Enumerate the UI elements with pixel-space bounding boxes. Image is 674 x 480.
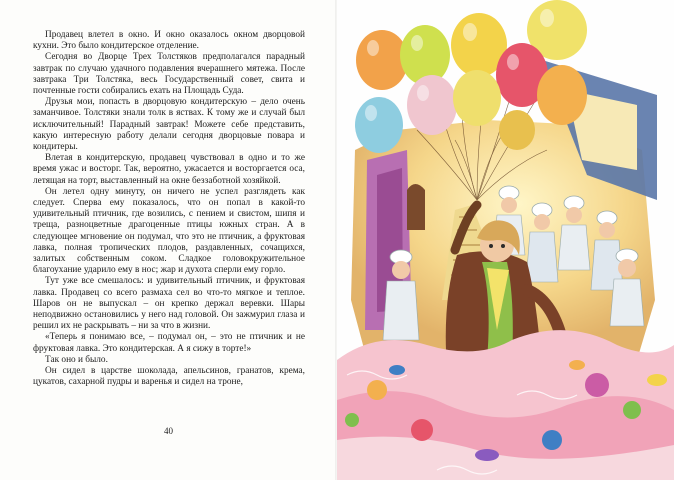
paragraph-2: Сегодня во Дворце Трех Толстяков предполагался парадный завтрак по случаю удачного подавления вчерашнего мятежа. После завтрака Три Толстяка, весь Государственный совет, свита и почтенные гости собирались ехать на Площадь Суда. (33, 52, 305, 97)
text-column (33, 30, 305, 389)
paragraph-8: Так оно и было. (45, 354, 108, 365)
paragraph-7: «Теперь я понимаю все, – подумал он, – это не птичник и не фруктовая лавка. Это кондитерская. А я сижу в торте!» (33, 332, 305, 354)
page-number: 40 (164, 426, 173, 436)
illustration (337, 0, 674, 480)
paragraph-9: Он сидел в царстве шоколада, апельсинов, гранатов, крема, цукатов, сахарной пудры и варенья и сидел на троне, (33, 366, 305, 388)
paragraph-5: Он летел одну минуту, он ничего не успел разглядеть как следует. Сперва ему показалось, что он попал в какой-то удивительный птичник, где возились, с пением и свистом, шипя и треща, разноцветные драгоценные птицы южных стран. А в следующее мгновение он подумал, что это не птичник, а фруктовая лавка, полная тропических плодов, раздавленных, сочащихся, залитых собственным соком. Сладкое головокружительное благоухание ударило ему в нос; жар и духота сперли ему горло. (33, 186, 305, 276)
cake-foreground (337, 330, 674, 480)
paragraph-6: Тут уже все смешалось: и удивительный птичник, и фруктовая лавка. Продавец со всего размаха сел во что-то мягкое и теплое. Шаров он не выпускал – он крепко держал веревки. Шары неподвижно остановились у него над головой. Он зажмурил глаза и решил их не раскрывать – ни за что в жизни. (33, 276, 305, 332)
paragraph-1: Продавец влетел в окно. И окно оказалось окном дворцовой кухни. Это было кондитерское отделение. (33, 30, 305, 52)
paragraph-3: Друзья мои, попасть в дворцовую кондитерскую – дело очень заманчивое. Толстяки знали толк в яствах. К тому же и случай был исключительный! Парадный завтрак! Можете себе представить, какую интересную работу делали сегодня дворцовые повара и кондитеры. (33, 97, 305, 153)
paragraph-4: Влетая в кондитерскую, продавец чувствовал в одно и то же время ужас и восторг. Так, вероятно, ужасается и восторгается оса, летящая на торт, выставленный на окне беззаботной хозяйкой. (33, 153, 305, 186)
right-page (337, 0, 674, 480)
